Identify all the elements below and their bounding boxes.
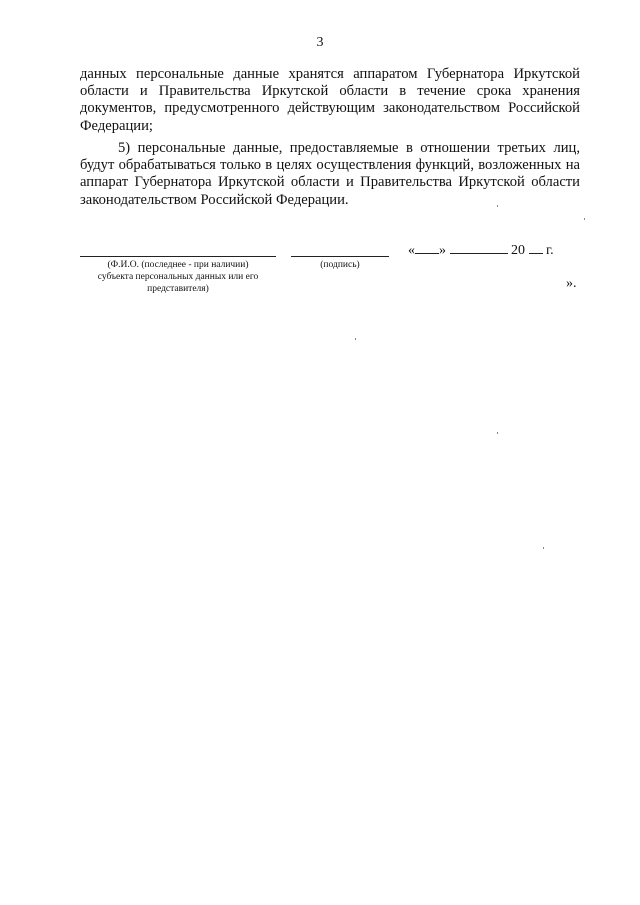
scan-speck — [543, 547, 544, 549]
signature-line — [291, 256, 389, 257]
month-blank — [450, 241, 508, 254]
name-caption-line-2: субъекта персональных данных или его — [97, 272, 259, 282]
date-field — [408, 241, 554, 259]
scan-speck — [497, 432, 498, 434]
year-suffix: г. — [546, 243, 554, 258]
day-blank — [415, 241, 439, 254]
name-caption-line-1: (Ф.И.О. (последнее - при наличии) — [107, 260, 249, 270]
scan-speck — [497, 205, 498, 207]
paragraph-storage: данных персональные данные хранятся аппаратом Губернатора Иркутской области и Правительства Иркутской области в течение срока хранения документов, предусмотренного действующим законодательством Российской Федерации; — [80, 66, 580, 134]
name-caption-line-3: представителя) — [147, 284, 209, 294]
page-number: 3 — [316, 35, 324, 50]
year-prefix: 20 — [511, 243, 525, 258]
scan-speck — [355, 338, 356, 340]
date-quote-close: » — [439, 243, 446, 258]
year-blank — [529, 241, 543, 254]
closing-quote: ». — [566, 276, 577, 291]
date-quote-open: « — [408, 243, 415, 258]
name-caption — [80, 259, 276, 295]
signature-caption: (подпись) — [320, 260, 360, 270]
scan-speck — [584, 218, 585, 220]
paragraph-third-parties: 5) персональные данные, предоставляемые в отношении третьих лиц, будут обрабатываться только в целях осуществления функций, возложенных на аппарат Губернатора Иркутской области и Правительства Иркутской области законодательством Российской Федерации. — [80, 140, 580, 208]
name-signature-line — [80, 256, 276, 257]
